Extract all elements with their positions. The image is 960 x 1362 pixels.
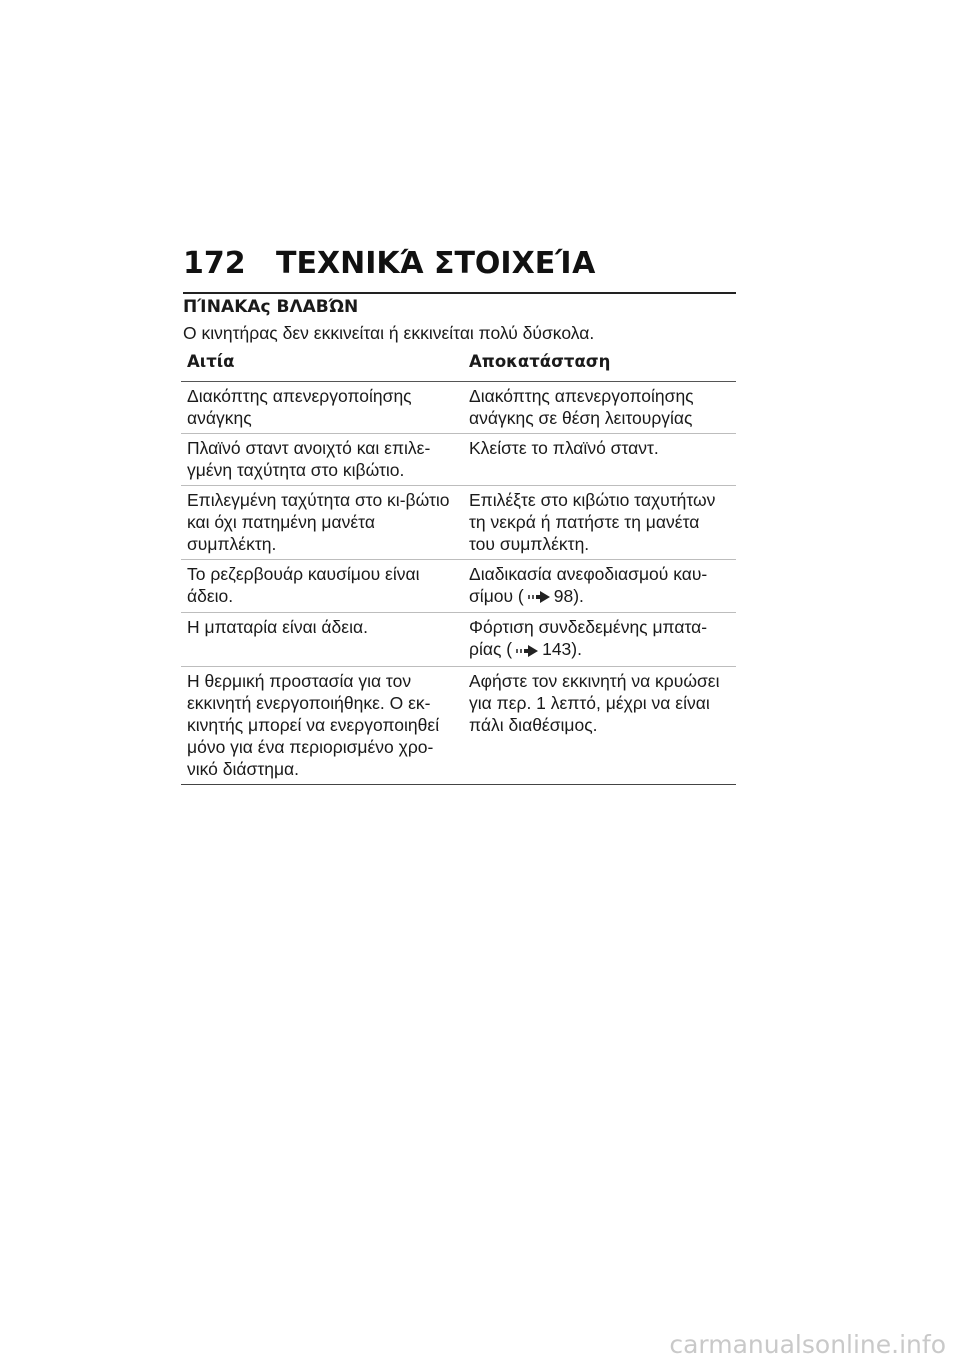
table-row: [181, 613, 736, 666]
cause-cell: Το ρεζερβουάρ καυσίμου είναι άδειο.: [181, 560, 463, 613]
remedy-cell: Κλείστε το πλαϊνό σταντ.: [463, 434, 736, 486]
remedy-cell: Διακόπτης απενεργοποίησης ανάγκης σε θέση λειτουργίας: [463, 382, 736, 434]
watermark: carmanualsonline.info: [669, 1330, 946, 1359]
remedy-text: Διαδικασία ανεφοδιασμού καυ-σίμου (: [469, 564, 708, 606]
table-row: [181, 434, 736, 486]
page-number: 172: [183, 246, 246, 281]
cause-cell: Επιλεγμένη ταχύτητα στο κι-βώτιο και όχι πατημένη μανέτα συμπλέκτη.: [181, 486, 463, 560]
page-header: [183, 246, 595, 281]
fault-table: [181, 348, 736, 785]
remedy-cell: Αφήστε τον εκκινητή να κρυώσει για περ. 1 λεπτό, μέχρι να είναι πάλι διαθέσιμος.: [463, 666, 736, 784]
table-row: [181, 382, 736, 434]
remedy-text: Φόρτιση συνδεδεμένης μπατα-ρίας (: [469, 617, 708, 660]
cause-column-header: Αιτία: [181, 348, 463, 382]
cause-cell: Η θερμική προστασία για τον εκκινητή ενεργοποιήθηκε. Ο εκ-κινητής μπορεί να ενεργοποιηθεί μόνο για ένα περιορισμένο χρο-νικό διάστημα.: [181, 666, 463, 784]
cause-cell: Διακόπτης απενεργοποίησης ανάγκης: [181, 382, 463, 434]
intro-text: Ο κινητήρας δεν εκκινείται ή εκκινείται πολύ δύσκολα.: [183, 323, 595, 343]
table-row: [181, 486, 736, 560]
remedy-cell: [463, 613, 736, 666]
section-title: ΠΊΝΑΚΑς ΒΛΑΒΏΝ: [183, 297, 359, 317]
chapter-title: ΤΕΧΝΙΚΆ ΣΤΟΙΧΕΊΑ: [276, 246, 596, 281]
page-reference-arrow-icon: [528, 586, 550, 608]
table-row: [181, 666, 736, 784]
table-row: [181, 560, 736, 613]
page-reference[interactable]: 98).: [553, 586, 584, 606]
cause-cell: Η μπαταρία είναι άδεια.: [181, 613, 463, 666]
remedy-column-header: Αποκατάσταση: [463, 348, 736, 382]
remedy-cell: Επιλέξτε στο κιβώτιο ταχυτήτων τη νεκρά ή πατήστε τη μανέτα του συμπλέκτη.: [463, 486, 736, 560]
table-header-row: [181, 348, 736, 382]
section-divider: [183, 292, 736, 294]
cause-cell: Πλαϊνό σταντ ανοιχτό και επιλε-γμένη ταχύτητα στο κιβώτιο.: [181, 434, 463, 486]
page-reference-arrow-icon: [516, 640, 538, 662]
remedy-cell: [463, 560, 736, 613]
page-reference[interactable]: 143).: [542, 639, 582, 660]
